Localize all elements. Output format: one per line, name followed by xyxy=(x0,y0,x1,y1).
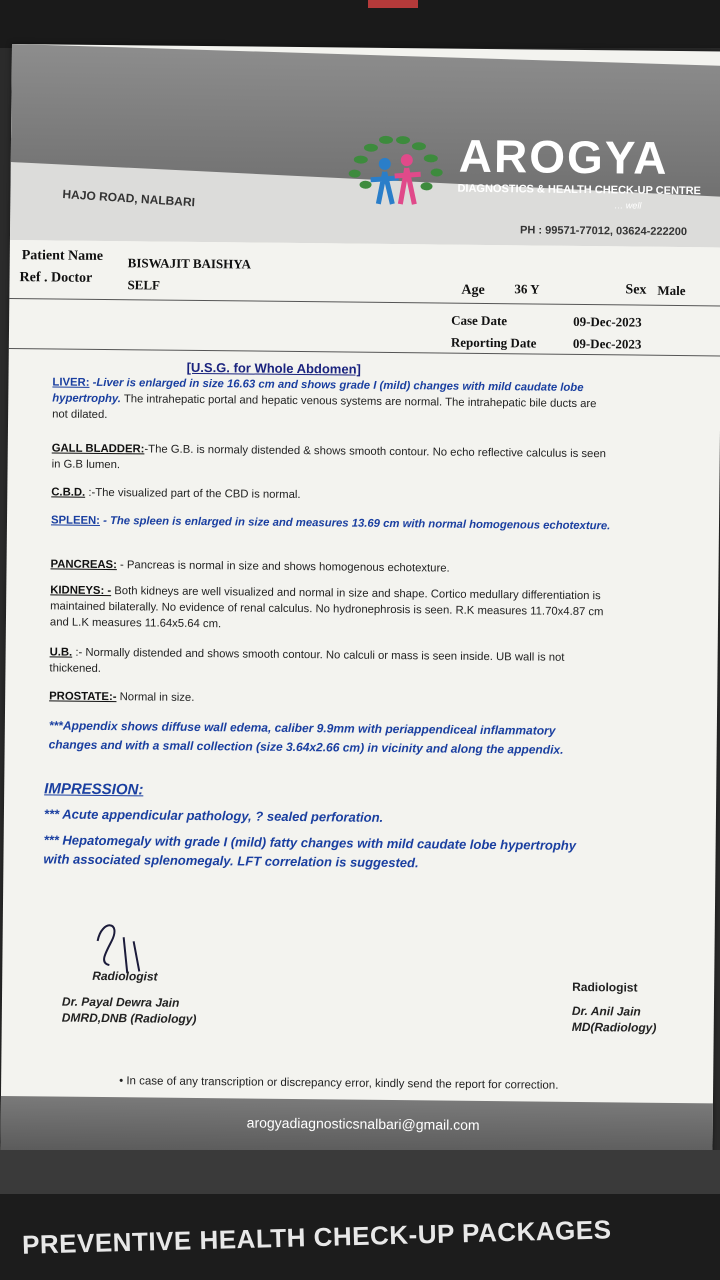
gallbladder-text: -The G.B. is normaly distended & shows smooth contour. No echo reflective calculus is seen in G.B lumen. xyxy=(51,443,606,472)
prostate-heading: PROSTATE:- xyxy=(49,690,117,704)
case-date: 09-Dec-2023 xyxy=(573,313,642,330)
sex-label: Sex xyxy=(625,282,647,298)
tree-logo-icon xyxy=(340,129,451,214)
ub-section xyxy=(49,644,609,682)
impression-heading: IMPRESSION: xyxy=(44,780,144,799)
impression-2: *** Hepatomegaly with grade I (mild) fatty changes with mild caudate lobe hypertrophy with associated splenomegaly. LFT correlation is suggested. xyxy=(43,832,577,871)
cbd-text: :-The visualized part of the CBD is normal. xyxy=(88,486,301,502)
reporting-date-label: Reporting Date xyxy=(450,334,537,351)
cbd-heading: C.B.D. xyxy=(51,486,86,499)
gallbladder-heading: GALL BLADDER: xyxy=(51,442,145,456)
background-strip xyxy=(0,1150,720,1194)
impression-1: *** Acute appendicular pathology, ? sealed perforation. xyxy=(43,806,384,825)
packages-banner: PREVENTIVE HEALTH CHECK-UP PACKAGES xyxy=(21,1214,612,1260)
left-radiologist-name: Dr. Payal Dewra Jain xyxy=(61,994,180,1010)
red-tag xyxy=(368,0,418,8)
ref-doctor: SELF xyxy=(127,277,161,293)
liver-heading: LIVER: xyxy=(52,376,90,389)
left-radiologist-role: Radiologist xyxy=(92,968,158,984)
gallbladder-section xyxy=(52,440,612,478)
right-radiologist-name: Dr. Anil Jain xyxy=(571,1003,641,1019)
appendix-text: ***Appendix shows diffuse wall edema, caliber 9.9mm with periappendiceal inflammatory changes and with a small collection (size 3.64x2.66 cm) in vicinity and along the appendix. xyxy=(48,718,564,757)
liver-finding: -Liver is enlarged in size 16.63 cm and shows grade I (mild) changes with mild caudate lobe hypertrophy. xyxy=(52,376,584,406)
case-date-label: Case Date xyxy=(451,312,508,329)
right-radiologist-role: Radiologist xyxy=(572,979,638,995)
correction-note: • In case of any transcription or discrepancy error, kindly send the report for correction. xyxy=(119,1075,559,1092)
sex-value: Male xyxy=(657,282,686,299)
pancreas-section xyxy=(50,556,610,578)
right-radiologist-qual: MD(Radiology) xyxy=(571,1019,657,1035)
spleen-section xyxy=(51,512,611,534)
prostate-section xyxy=(49,688,609,710)
address: HAJO ROAD, NALBARI xyxy=(62,187,196,210)
patient-divider xyxy=(9,298,720,306)
reporting-date: 09-Dec-2023 xyxy=(572,335,642,352)
patient-name-label: Patient Name xyxy=(21,248,104,264)
contact-email: arogyadiagnosticsnalbari@gmail.com xyxy=(246,1114,480,1133)
liver-text: The intrahepatic portal and hepatic venous systems are normal. The intrahepatic bile ducts are not dilated. xyxy=(52,393,597,422)
pancreas-text: - Pancreas is normal in size and shows homogenous echotexture. xyxy=(119,559,450,575)
ub-heading: U.B. xyxy=(49,646,73,659)
phone: PH : 99571-77012, 03624-222200 xyxy=(520,224,688,239)
cbd-section xyxy=(51,484,611,506)
ref-doctor-label: Ref . Doctor xyxy=(19,270,93,286)
age-label: Age xyxy=(461,282,485,298)
kidneys-text: Both kidneys are well visualized and normal in size and shape. Cortico medullary differentiation is maintained bilaterally. No evidence of renal calculus. No hydronephrosis is seen. R.K measures 11.70x4.87 cm and L.K measures 11.64x5.64 cm. xyxy=(49,585,604,631)
prostate-text: Normal in size. xyxy=(119,691,195,704)
report-title: [U.S.G. for Whole Abdomen] xyxy=(186,359,361,377)
spleen-text: - The spleen is enlarged in size and measures 13.69 cm with normal homogenous echotexture. xyxy=(103,514,611,533)
brand-name: AROGYA xyxy=(458,129,669,184)
background-top xyxy=(0,0,720,48)
pancreas-heading: PANCREAS: xyxy=(50,558,117,572)
appendix-section xyxy=(49,716,599,760)
brand-slogan: … well xyxy=(614,200,642,211)
age-value: 36 Y xyxy=(514,281,540,297)
ub-text: :- Normally distended and shows smooth contour. No calculi or mass is seen inside. UB wall is not thickened. xyxy=(49,646,565,675)
liver-section xyxy=(52,374,612,428)
kidneys-heading: KIDNEYS: - xyxy=(50,584,112,598)
brand-tagline: DIAGNOSTICS & HEALTH CHECK-UP CENTRE xyxy=(457,182,701,198)
left-radiologist-qual: DMRD,DNB (Radiology) xyxy=(61,1010,197,1026)
kidneys-section xyxy=(50,582,610,636)
report-sheet xyxy=(0,44,720,1201)
patient-name: BISWAJIT BAISHYA xyxy=(127,255,251,272)
spleen-heading: SPLEEN: xyxy=(50,514,101,527)
